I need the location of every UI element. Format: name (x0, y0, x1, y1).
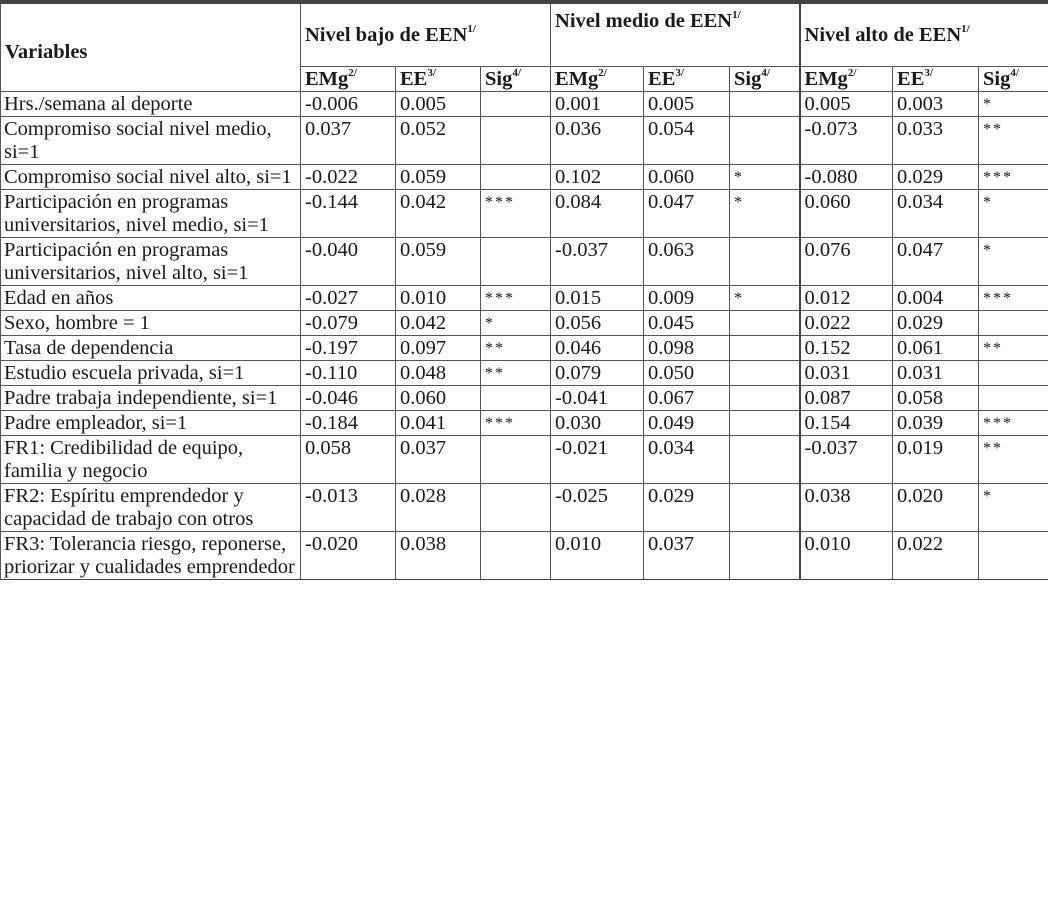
mid-emg-cell: -0.037 (551, 238, 644, 286)
mid-emg-cell: 0.084 (551, 190, 644, 238)
table-row (1, 311, 1048, 336)
mid-ee-cell: 0.009 (644, 286, 730, 311)
low-emg-cell: -0.046 (301, 386, 396, 411)
table-row (1, 386, 1048, 411)
low-ee-cell: 0.097 (396, 336, 481, 361)
mid-emg-cell: 0.056 (551, 311, 644, 336)
mid-sig-cell (730, 532, 800, 580)
mid-sig-cell (730, 117, 800, 165)
variable-name: FR3: Tolerancia riesgo, reponerse, priorizar y cualidades emprendedor (1, 532, 301, 580)
low-ee-cell: 0.038 (396, 532, 481, 580)
subheader-ee: $EE^{3/}$ (396, 67, 481, 92)
variable-name: Compromiso social nivel alto, si=1 (1, 165, 301, 190)
high-emg-cell: 0.076 (800, 238, 893, 286)
low-ee-cell: 0.059 (396, 165, 481, 190)
variable-name: Sexo, hombre = 1 (1, 311, 301, 336)
subheader-sig: Sig$^{4/}$ (481, 67, 551, 92)
high-ee-cell: 0.003 (893, 92, 979, 117)
subheader-sig: Sig$^{4/}$ (730, 67, 800, 92)
mid-emg-cell: -0.025 (551, 484, 644, 532)
table-row (1, 532, 1048, 580)
variables-header: Variables (1, 2, 301, 92)
table-row (1, 436, 1048, 484)
table-row (1, 361, 1048, 386)
mid-ee-cell: 0.045 (644, 311, 730, 336)
subheader-ee: $EE^{3/}$ (893, 67, 979, 92)
mid-sig-cell (730, 484, 800, 532)
high-sig-cell (979, 386, 1048, 411)
table-row (1, 336, 1048, 361)
mid-ee-cell: 0.060 (644, 165, 730, 190)
low-sig-cell: *** (481, 286, 551, 311)
mid-ee-cell: 0.047 (644, 190, 730, 238)
variable-name: Hrs./semana al deporte (1, 92, 301, 117)
variable-name: Compromiso social nivel medio, si=1 (1, 117, 301, 165)
high-sig-cell: ** (979, 436, 1048, 484)
low-emg-cell: -0.184 (301, 411, 396, 436)
low-sig-cell: ** (481, 336, 551, 361)
mid-ee-cell: 0.049 (644, 411, 730, 436)
low-sig-cell: * (481, 311, 551, 336)
low-emg-cell: -0.020 (301, 532, 396, 580)
high-sig-cell: ** (979, 336, 1048, 361)
variable-name: Tasa de dependencia (1, 336, 301, 361)
low-ee-cell: 0.052 (396, 117, 481, 165)
low-sig-cell (481, 165, 551, 190)
low-ee-cell: 0.060 (396, 386, 481, 411)
low-ee-cell: 0.042 (396, 190, 481, 238)
table-row (1, 165, 1048, 190)
low-sig-cell: *** (481, 411, 551, 436)
mid-emg-cell: 0.046 (551, 336, 644, 361)
table-row (1, 92, 1048, 117)
high-sig-cell: *** (979, 286, 1048, 311)
high-emg-cell: 0.060 (800, 190, 893, 238)
high-ee-cell: 0.031 (893, 361, 979, 386)
mid-emg-cell: 0.079 (551, 361, 644, 386)
table-row (1, 411, 1048, 436)
mid-sig-cell (730, 92, 800, 117)
mid-ee-cell: 0.063 (644, 238, 730, 286)
table-row (1, 238, 1048, 286)
mid-emg-cell: 0.030 (551, 411, 644, 436)
mid-emg-cell: 0.010 (551, 532, 644, 580)
high-sig-cell: *** (979, 411, 1048, 436)
mid-ee-cell: 0.050 (644, 361, 730, 386)
mid-emg-cell: 0.015 (551, 286, 644, 311)
low-emg-cell: -0.013 (301, 484, 396, 532)
mid-emg-cell: -0.021 (551, 436, 644, 484)
high-emg-cell: -0.037 (800, 436, 893, 484)
high-emg-cell: 0.022 (800, 311, 893, 336)
low-sig-cell (481, 238, 551, 286)
high-ee-cell: 0.047 (893, 238, 979, 286)
high-emg-cell: -0.080 (800, 165, 893, 190)
mid-sig-cell (730, 336, 800, 361)
low-ee-cell: 0.037 (396, 436, 481, 484)
mid-emg-cell: 0.102 (551, 165, 644, 190)
group-header-high: Nivel alto de $EEN^{1/}$ (800, 2, 1048, 67)
subheader-sig: Sig$^{4/}$ (979, 67, 1048, 92)
high-emg-cell: 0.010 (800, 532, 893, 580)
low-sig-cell: *** (481, 190, 551, 238)
low-sig-cell (481, 532, 551, 580)
mid-sig-cell (730, 436, 800, 484)
high-emg-cell: 0.154 (800, 411, 893, 436)
mid-sig-cell (730, 238, 800, 286)
mid-ee-cell: 0.067 (644, 386, 730, 411)
low-ee-cell: 0.048 (396, 361, 481, 386)
low-emg-cell: -0.022 (301, 165, 396, 190)
mid-ee-cell: 0.029 (644, 484, 730, 532)
high-sig-cell (979, 361, 1048, 386)
high-ee-cell: 0.058 (893, 386, 979, 411)
table-row (1, 117, 1048, 165)
subheader-emg: EMg$^{2/}$ (800, 67, 893, 92)
mid-sig-cell: * (730, 190, 800, 238)
high-ee-cell: 0.004 (893, 286, 979, 311)
table-body (1, 92, 1048, 580)
high-emg-cell: -0.073 (800, 117, 893, 165)
variable-name: Padre empleador, si=1 (1, 411, 301, 436)
high-ee-cell: 0.033 (893, 117, 979, 165)
mid-sig-cell (730, 411, 800, 436)
low-sig-cell (481, 92, 551, 117)
table-row (1, 484, 1048, 532)
high-ee-cell: 0.019 (893, 436, 979, 484)
low-sig-cell (481, 117, 551, 165)
variable-name: FR1: Credibilidad de equipo, familia y negocio (1, 436, 301, 484)
group-header-mid: Nivel medio de $EEN^{1/}$ (551, 2, 800, 67)
mid-emg-cell: -0.041 (551, 386, 644, 411)
high-ee-cell: 0.029 (893, 311, 979, 336)
low-ee-cell: 0.005 (396, 92, 481, 117)
mid-sig-cell: * (730, 165, 800, 190)
high-sig-cell: * (979, 92, 1048, 117)
high-ee-cell: 0.039 (893, 411, 979, 436)
mid-emg-cell: 0.001 (551, 92, 644, 117)
high-sig-cell: ** (979, 117, 1048, 165)
mid-sig-cell (730, 361, 800, 386)
table-row (1, 286, 1048, 311)
variable-name: Participación en programas universitarios, nivel medio, si=1 (1, 190, 301, 238)
low-sig-cell (481, 386, 551, 411)
high-sig-cell (979, 311, 1048, 336)
low-ee-cell: 0.059 (396, 238, 481, 286)
mid-ee-cell: 0.005 (644, 92, 730, 117)
low-emg-cell: -0.027 (301, 286, 396, 311)
subheader-emg: EMg$^{2/}$ (301, 67, 396, 92)
subheader-ee: $EE^{3/}$ (644, 67, 730, 92)
low-ee-cell: 0.010 (396, 286, 481, 311)
high-emg-cell: 0.005 (800, 92, 893, 117)
high-emg-cell: 0.038 (800, 484, 893, 532)
high-ee-cell: 0.034 (893, 190, 979, 238)
mid-sig-cell: * (730, 286, 800, 311)
high-sig-cell: * (979, 238, 1048, 286)
low-ee-cell: 0.042 (396, 311, 481, 336)
mid-ee-cell: 0.098 (644, 336, 730, 361)
table-row (1, 190, 1048, 238)
high-ee-cell: 0.061 (893, 336, 979, 361)
high-ee-cell: 0.020 (893, 484, 979, 532)
subheader-emg: EMg$^{2/}$ (551, 67, 644, 92)
variable-name: Padre trabaja independiente, si=1 (1, 386, 301, 411)
high-emg-cell: 0.152 (800, 336, 893, 361)
mid-sig-cell (730, 311, 800, 336)
low-emg-cell: 0.058 (301, 436, 396, 484)
high-sig-cell: * (979, 190, 1048, 238)
low-emg-cell: -0.110 (301, 361, 396, 386)
mid-ee-cell: 0.034 (644, 436, 730, 484)
low-emg-cell: -0.040 (301, 238, 396, 286)
variable-name: Estudio escuela privada, si=1 (1, 361, 301, 386)
high-emg-cell: 0.031 (800, 361, 893, 386)
high-sig-cell (979, 532, 1048, 580)
low-emg-cell: -0.144 (301, 190, 396, 238)
low-emg-cell: -0.079 (301, 311, 396, 336)
low-emg-cell: -0.006 (301, 92, 396, 117)
low-emg-cell: -0.197 (301, 336, 396, 361)
high-sig-cell: * (979, 484, 1048, 532)
low-emg-cell: 0.037 (301, 117, 396, 165)
mid-sig-cell (730, 386, 800, 411)
low-ee-cell: 0.028 (396, 484, 481, 532)
low-sig-cell: ** (481, 361, 551, 386)
variable-name: Participación en programas universitarios, nivel alto, si=1 (1, 238, 301, 286)
low-sig-cell (481, 436, 551, 484)
variable-name: FR2: Espíritu emprendedor y capacidad de trabajo con otros (1, 484, 301, 532)
low-ee-cell: 0.041 (396, 411, 481, 436)
high-emg-cell: 0.012 (800, 286, 893, 311)
mid-emg-cell: 0.036 (551, 117, 644, 165)
high-ee-cell: 0.029 (893, 165, 979, 190)
mid-ee-cell: 0.037 (644, 532, 730, 580)
mid-ee-cell: 0.054 (644, 117, 730, 165)
high-ee-cell: 0.022 (893, 532, 979, 580)
low-sig-cell (481, 484, 551, 532)
group-header-low: Nivel bajo de $EEN^{1/}$ (301, 2, 551, 67)
high-sig-cell: *** (979, 165, 1048, 190)
high-emg-cell: 0.087 (800, 386, 893, 411)
variable-name: Edad en años (1, 286, 301, 311)
